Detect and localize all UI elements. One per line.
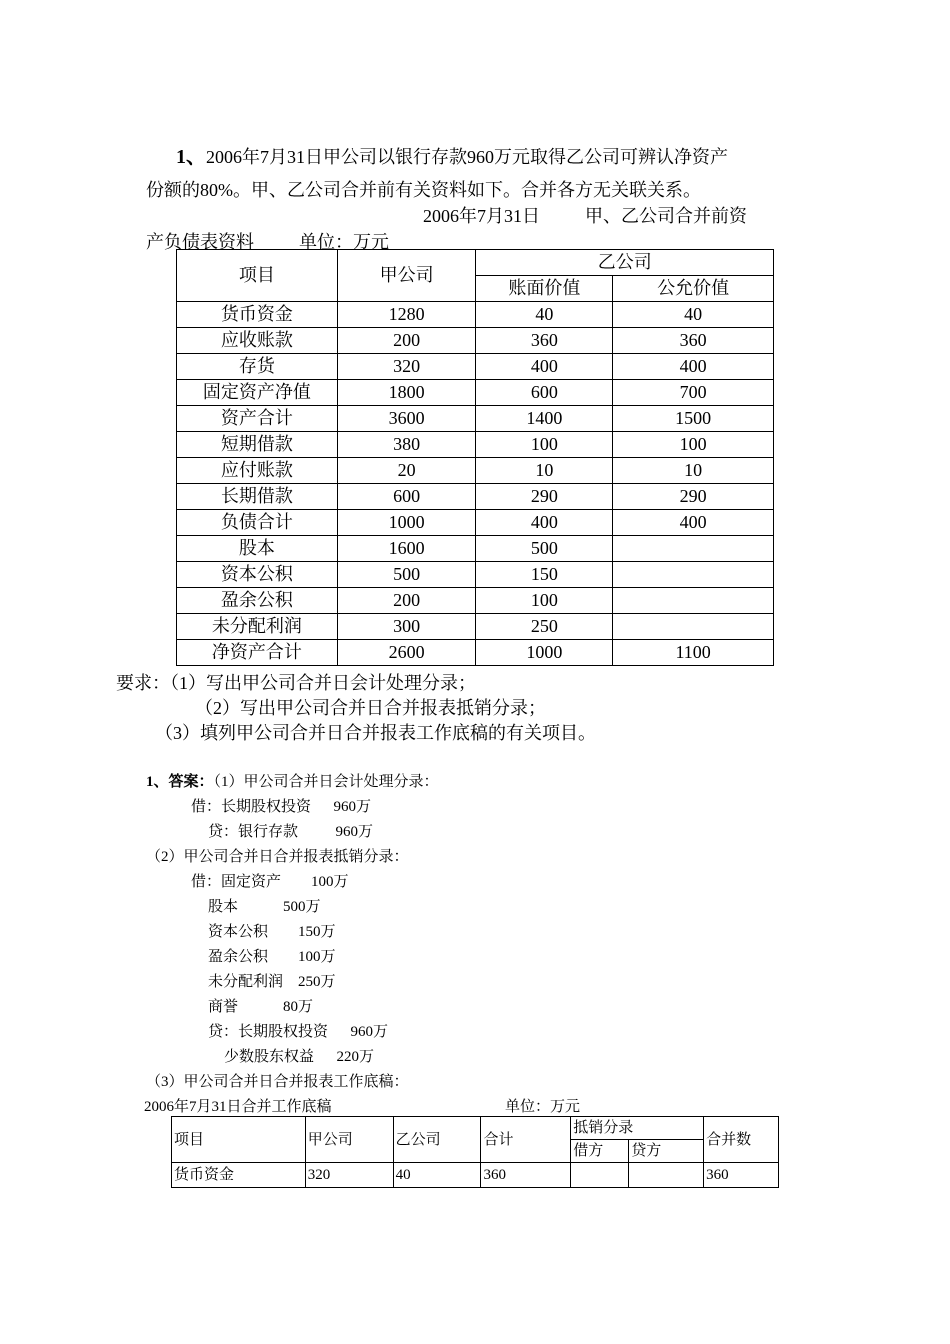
balance-sheet-table [176, 249, 774, 666]
ws-cell-item: 货币资金 [172, 1163, 306, 1188]
bs-cell-item: 短期借款 [177, 432, 338, 458]
bs-cell-fair [613, 536, 774, 562]
ws-header-elimination: 抵销分录 [571, 1117, 704, 1140]
table-row [177, 484, 774, 510]
table-row [177, 380, 774, 406]
answer-part-1 [146, 770, 439, 791]
answer-part-1-text: （1）甲公司合并日会计处理分录： [213, 774, 439, 790]
requirement-3: （3）填列甲公司合并日合并报表工作底稿的有关项目。 [155, 723, 596, 743]
bs-cell-jia: 300 [337, 614, 476, 640]
entry2-line-4: 盈余公积 100万 [208, 949, 336, 965]
requirement-2: （2）写出甲公司合并日合并报表抵销分录； [195, 698, 546, 718]
bs-cell-book: 500 [476, 536, 613, 562]
bs-cell-book: 400 [476, 510, 613, 536]
ws-header-yi: 乙公司 [393, 1117, 481, 1163]
bs-cell-book: 10 [476, 458, 613, 484]
bs-cell-fair: 1500 [613, 406, 774, 432]
bs-cell-book: 40 [476, 302, 613, 328]
bs-cell-book: 1000 [476, 640, 613, 666]
bs-cell-fair: 100 [613, 432, 774, 458]
entry1-credit: 贷：银行存款 960万 [208, 824, 374, 840]
table-row [177, 640, 774, 666]
bs-cell-book: 360 [476, 328, 613, 354]
table-row [177, 406, 774, 432]
bs-cell-jia: 2600 [337, 640, 476, 666]
ws-cell-total: 360 [481, 1163, 571, 1188]
bs-cell-item: 应收账款 [177, 328, 338, 354]
bs-cell-book: 100 [476, 432, 613, 458]
answer-label: 1、答案： [146, 774, 214, 790]
ws-cell-consolidated: 360 [704, 1163, 779, 1188]
bs-cell-jia: 380 [337, 432, 476, 458]
bs-cell-item: 应付账款 [177, 458, 338, 484]
requirement-1: 要求：（1）写出甲公司合并日会计处理分录； [116, 673, 476, 693]
worksheet-caption-right: 单位：万元 [505, 1099, 581, 1115]
table-row [172, 1163, 779, 1188]
entry1-debit: 借：长期股权投资 960万 [191, 799, 372, 815]
bs-cell-fair: 400 [613, 354, 774, 380]
bs-cell-item: 股本 [177, 536, 338, 562]
table-row [177, 562, 774, 588]
problem-text-1: 2006年7月31日甲公司以银行存款960万元取得乙公司可辨认净资产 [206, 147, 728, 167]
bs-cell-jia: 1000 [337, 510, 476, 536]
table-row [177, 458, 774, 484]
bs-cell-jia: 1600 [337, 536, 476, 562]
bs-cell-fair: 290 [613, 484, 774, 510]
table-row [177, 432, 774, 458]
bs-cell-fair: 360 [613, 328, 774, 354]
bs-cell-item: 存货 [177, 354, 338, 380]
bs-cell-jia: 200 [337, 588, 476, 614]
bs-cell-fair: 10 [613, 458, 774, 484]
header-book-value: 账面价值 [476, 276, 613, 302]
bs-cell-fair [613, 588, 774, 614]
ws-cell-debit [571, 1163, 629, 1188]
bs-cell-jia: 1800 [337, 380, 476, 406]
bs-cell-jia: 20 [337, 458, 476, 484]
header-item: 项目 [177, 250, 338, 302]
table-caption-2: 产负债表资料 单位：万元 [146, 232, 389, 252]
header-jia: 甲公司 [337, 250, 476, 302]
bs-cell-item: 货币资金 [177, 302, 338, 328]
bs-cell-item: 资产合计 [177, 406, 338, 432]
bs-cell-jia: 200 [337, 328, 476, 354]
bs-cell-jia: 1280 [337, 302, 476, 328]
table-row [177, 302, 774, 328]
bs-cell-item: 盈余公积 [177, 588, 338, 614]
ws-header-jia: 甲公司 [305, 1117, 393, 1163]
ws-cell-credit [629, 1163, 704, 1188]
bs-cell-item: 固定资产净值 [177, 380, 338, 406]
entry2-line-2: 股本 500万 [208, 899, 321, 915]
table-row [177, 614, 774, 640]
bs-cell-jia: 3600 [337, 406, 476, 432]
bs-cell-book: 600 [476, 380, 613, 406]
worksheet-table [171, 1116, 779, 1188]
ws-cell-jia: 320 [305, 1163, 393, 1188]
problem-line-1 [176, 140, 728, 169]
table-row [177, 536, 774, 562]
bs-cell-book: 290 [476, 484, 613, 510]
problem-number: 1、 [176, 146, 206, 168]
bs-cell-book: 100 [476, 588, 613, 614]
header-yi: 乙公司 [476, 250, 774, 276]
bs-cell-item: 长期借款 [177, 484, 338, 510]
bs-cell-item: 资本公积 [177, 562, 338, 588]
bs-cell-item: 负债合计 [177, 510, 338, 536]
entry2-line-7: 贷：长期股权投资 960万 [208, 1024, 389, 1040]
ws-header-item: 项目 [172, 1117, 306, 1163]
bs-cell-book: 1400 [476, 406, 613, 432]
bs-cell-fair [613, 614, 774, 640]
entry2-line-5: 未分配利润 250万 [208, 974, 336, 990]
ws-header-debit: 借方 [571, 1140, 629, 1163]
bs-cell-fair [613, 562, 774, 588]
table-row [177, 328, 774, 354]
bs-cell-fair: 700 [613, 380, 774, 406]
worksheet-caption-left: 2006年7月31日合并工作底稿 [144, 1099, 332, 1115]
bs-cell-item: 净资产合计 [177, 640, 338, 666]
entry2-line-6: 商誉 80万 [208, 999, 314, 1015]
header-fair-value: 公允价值 [613, 276, 774, 302]
bs-cell-fair: 40 [613, 302, 774, 328]
table-row [177, 510, 774, 536]
answer-part-3: （3）甲公司合并日合并报表工作底稿： [146, 1074, 409, 1090]
ws-header-consolidated: 合并数 [704, 1117, 779, 1163]
table-row [177, 588, 774, 614]
bs-cell-book: 250 [476, 614, 613, 640]
bs-cell-jia: 600 [337, 484, 476, 510]
entry2-line-8: 少数股东权益 220万 [224, 1049, 375, 1065]
table-row [177, 354, 774, 380]
bs-cell-jia: 320 [337, 354, 476, 380]
answer-part-2: （2）甲公司合并日合并报表抵销分录： [146, 849, 409, 865]
entry2-line-1: 借：固定资产 100万 [191, 874, 349, 890]
problem-line-2: 份额的80%。甲、乙公司合并前有关资料如下。合并各方无关联关系。 [146, 180, 701, 200]
ws-header-total: 合计 [481, 1117, 571, 1163]
bs-cell-jia: 500 [337, 562, 476, 588]
bs-cell-book: 400 [476, 354, 613, 380]
ws-header-credit: 贷方 [629, 1140, 704, 1163]
bs-cell-fair: 1100 [613, 640, 774, 666]
entry2-line-3: 资本公积 150万 [208, 924, 336, 940]
bs-cell-item: 未分配利润 [177, 614, 338, 640]
bs-cell-book: 150 [476, 562, 613, 588]
bs-cell-fair: 400 [613, 510, 774, 536]
table-caption-1: 2006年7月31日 甲、乙公司合并前资 [423, 206, 747, 226]
ws-cell-yi: 40 [393, 1163, 481, 1188]
